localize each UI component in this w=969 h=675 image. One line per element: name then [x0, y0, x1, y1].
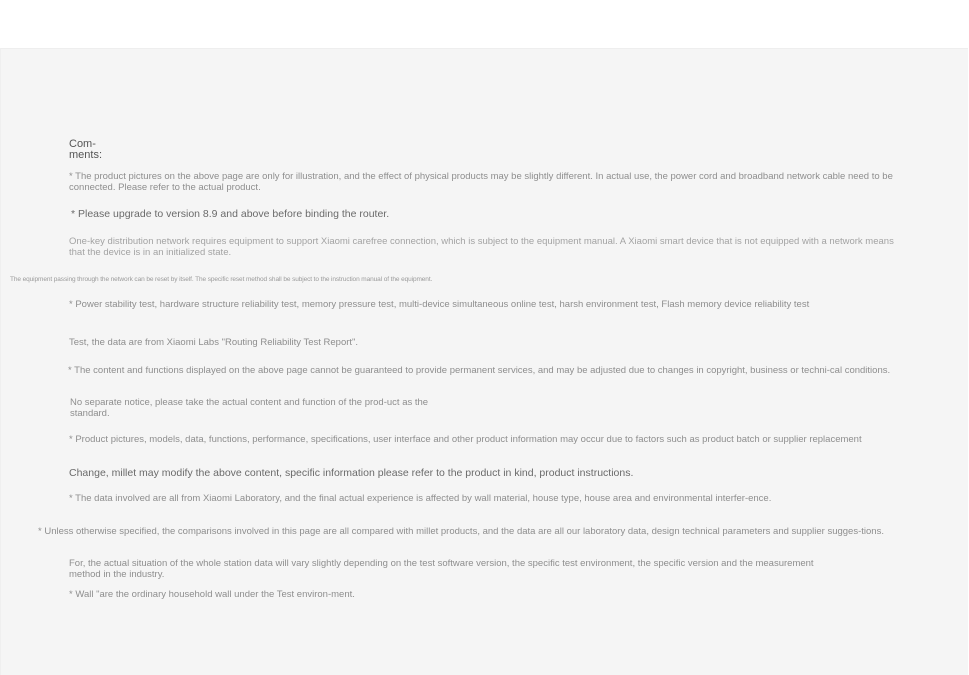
note-wall-environment: * Wall "are the ordinary household wall under the Test environ-ment.	[69, 589, 355, 600]
comments-heading-line2: ments:	[69, 149, 103, 161]
note-laboratory-data: * The data involved are all from Xiaomi Laboratory, and the final actual experience is affected by wall material, house type, house area and environmental interfer-ence.	[69, 493, 772, 504]
note-test-report-source: Test, the data are from Xiaomi Labs "Routing Reliability Test Report".	[69, 337, 359, 348]
top-bar	[0, 0, 969, 48]
note-content-functions: * The content and functions displayed on the above page cannot be guaranteed to provide permanent services, and may be adjusted due to changes in copyright, business or techni-cal conditions.	[68, 365, 891, 376]
note-no-separate-notice: No separate notice, please take the actual content and function of the prod-uct as the standard.	[70, 397, 429, 419]
comments-panel	[0, 48, 968, 675]
note-reliability-tests: * Power stability test, hardware structure reliability test, memory pressure test, multi-device simultaneous online test, harsh environment test, Flash memory device reliability test	[69, 299, 810, 310]
note-product-information: * Product pictures, models, data, functions, performance, specifications, user interface and other product information may occur due to factors such as product batch or supplier replacement	[69, 434, 862, 445]
note-comparisons: * Unless otherwise specified, the comparisons involved in this page are all compared with millet products, and the data are all our laboratory data, design technical parameters and supplier sugges-tions.	[38, 526, 884, 537]
note-product-pictures: * The product pictures on the above page are only for illustration, and the effect of physical products may be slightly different. In actual use, the power cord and broadband network cable need to be connected. Please refer to the actual product.	[69, 171, 893, 193]
comments-heading	[69, 139, 129, 161]
note-upgrade-version: * Please upgrade to version 8.9 and above before binding the router.	[71, 208, 390, 220]
note-one-key-network: One-key distribution network requires equipment to support Xiaomi carefree connection, which is subject to the equipment manual. A Xiaomi smart device that is not equipped with a network means that the device is in an initialized state.	[69, 236, 894, 258]
note-reset-equipment: The equipment passing through the network can be reset by itself. The specific reset method shall be subject to the instruction manual of the equipment.	[10, 276, 433, 283]
note-millet-modify: Change, millet may modify the above content, specific information please refer to the product in kind, product instructions.	[69, 467, 634, 479]
note-whole-station-data: For, the actual situation of the whole station data will vary slightly depending on the test software version, the specific test environment, the specific version and the measurement method in the industry.	[69, 558, 814, 580]
comments-heading-line1: Com-	[69, 138, 96, 150]
